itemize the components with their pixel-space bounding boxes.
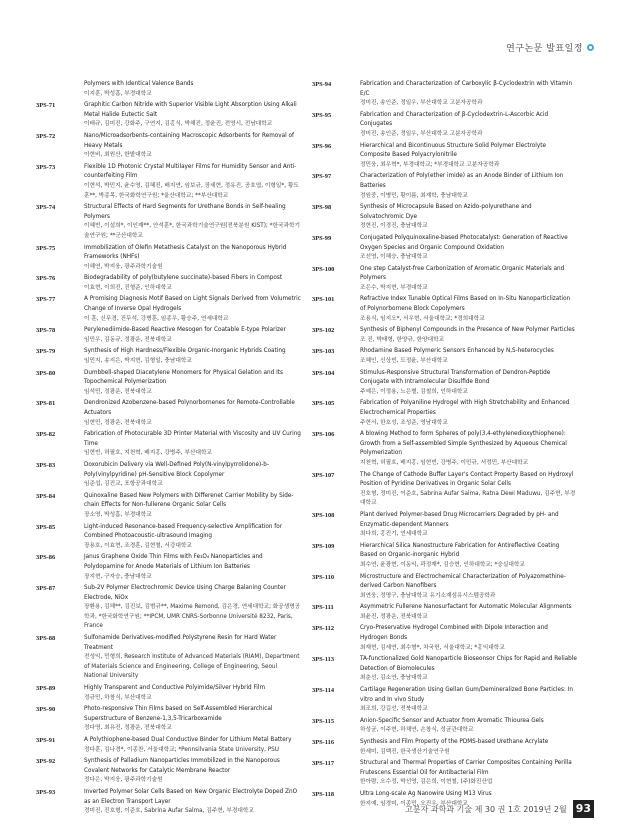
poster-body bbox=[360, 624, 577, 653]
poster-code: 3PS-114 bbox=[312, 687, 335, 695]
poster-title: Synthesis of High Hardness/Flexible Organic-Inorganic Hybrids Coating bbox=[84, 348, 286, 355]
poster-authors: 임민지, 송지은, 박지현, 김형일, 충남대학교 bbox=[84, 358, 192, 365]
poster-code: 3PS-85 bbox=[36, 523, 56, 531]
poster-body bbox=[84, 347, 301, 366]
poster-entry bbox=[312, 471, 577, 509]
poster-title: Synthesis and Film Property of the PDMS-based Urethane Acrylate bbox=[360, 739, 549, 745]
poster-entry bbox=[36, 244, 301, 273]
poster-authors: 이효현, 이희진, 진형준, 인하대학교 bbox=[84, 284, 172, 291]
poster-authors: 조선영, 이혜승, 충남대학교 bbox=[360, 254, 428, 261]
poster-authors: 정민웅, 최우혁*, 부경대학교; *부경대학교 고분자공학과 bbox=[360, 161, 500, 168]
poster-code: 3PS-74 bbox=[36, 204, 56, 212]
poster-entry bbox=[312, 203, 577, 232]
poster-title: Characterization of Poly(ether imide) as an Anode Binder of Lithium Ion Batteries bbox=[360, 173, 564, 189]
poster-body bbox=[360, 295, 577, 324]
poster-title: Fabrication of Polyaniline Hydrogel with High Stretchability and Enhanced Electrochemical Properties bbox=[360, 400, 570, 416]
section-title: 연구논문 발표일정 bbox=[506, 43, 583, 54]
poster-entry bbox=[36, 274, 301, 293]
poster-title: A Promising Diagnosis Motif Based on Light Signals Derived from Volumetric Change of Inverse Opal Hydrogels bbox=[84, 296, 301, 313]
poster-title: Hierarchical Silica Nanostructure Fabrication for Antireflective Coating Based on Organic-inorganic Hybrid bbox=[360, 542, 560, 559]
poster-code: 3PS-89 bbox=[36, 685, 56, 693]
poster-title: Nano/Microadsorbents-containing Macroscopic Adsorbents for Removal of Heavy Metals bbox=[84, 132, 294, 149]
poster-entry bbox=[312, 603, 577, 622]
poster-title: Fabrication and Characterization of β-Cyclodextrin-L-Ascorbic Acid Conjugates bbox=[360, 111, 549, 128]
poster-title: Asymmetric Fullerene Nanosurfactant for Automatic Molecular Alignments bbox=[360, 604, 572, 611]
poster-title: Photo-responsive Thin Films based on Self-Assembled Hierarchical Superstructure of Benzene-1,3,5-Tricarboxamide bbox=[84, 706, 273, 722]
poster-entry bbox=[36, 634, 301, 682]
poster-entry bbox=[36, 399, 301, 428]
poster-title: A Polythiophene-based Dual Conductive Binder for Lithium Metal Battery bbox=[84, 737, 292, 743]
poster-entry bbox=[36, 788, 301, 817]
poster-title: Inverted Polymer Solar Cells Based on New Organic Electrolyte Doped ZnO as an Electron Transport Layer bbox=[84, 788, 298, 805]
poster-entry bbox=[36, 163, 301, 201]
page-header bbox=[506, 40, 594, 54]
poster-authors: 진호형, 정미진, 이준호, Sabrina Aufar Salma, Ratna Dewi Maduwu, 김주현, 부경대학교 bbox=[360, 490, 576, 507]
poster-authors: 이혜빈, 이설희*, 이인재**, 안석훈*, 한국과학기술연구원(전북분원 KIST); *한국과학기술연구원; **군산대학교 bbox=[84, 223, 300, 239]
poster-code: 3PS-76 bbox=[36, 275, 56, 283]
poster-body bbox=[84, 634, 301, 682]
poster-entry bbox=[312, 717, 577, 736]
poster-authors: 장소영, 박성흠, 부경대학교 bbox=[84, 511, 152, 518]
poster-body bbox=[360, 573, 577, 602]
poster-authors: 정다훈, 김나경*, 이종찬, 서울대학교; *Pennsilvania State University, PSU bbox=[84, 746, 279, 753]
poster-body bbox=[84, 80, 301, 99]
poster-authors: 이현비, 최원산, 한밭대학교 bbox=[84, 152, 152, 159]
poster-body bbox=[84, 369, 301, 398]
page-number: 93 bbox=[573, 800, 594, 818]
poster-authors: 이 훈, 신무경, 진무석, 강병훈, 임종우, 황승주, 연세대학교 bbox=[84, 315, 229, 322]
poster-body bbox=[360, 234, 577, 263]
poster-authors: 임현민, 정광운, 전북대학교 bbox=[84, 419, 152, 426]
poster-authors: 최윤진, 정광운, 전북대학교 bbox=[360, 613, 428, 620]
poster-body bbox=[360, 511, 577, 540]
poster-entry bbox=[36, 369, 301, 398]
poster-body bbox=[360, 542, 577, 571]
poster-code: 3PS-110 bbox=[312, 573, 335, 581]
poster-title: The Change of Cathode Buffer Layer's Contact Property Based on Hydroxyl Position of Pyridine Derivatives in Organic Solar Cells bbox=[360, 471, 574, 488]
poster-title: Janus Graphene Oxide Thin Films with Fe₃O₄ Nanoparticles and Polydopamine for Anode Materials of Lithium Ion Batteries bbox=[84, 554, 263, 570]
poster-body bbox=[84, 101, 301, 130]
poster-entry bbox=[312, 624, 577, 653]
poster-code: 3PS-92 bbox=[36, 758, 56, 766]
poster-authors: 전성익, 민형희, Research Institute of Advanced Materials (RIAM), Department of Materials Science and Engineering, College of Engineering, Seoul National University bbox=[84, 654, 300, 680]
poster-entry bbox=[312, 369, 577, 398]
poster-authors: 최재현, 김세연, 최수형*, 차국헌, 서울대학교; *홍익대학교 bbox=[360, 644, 505, 651]
poster-body bbox=[84, 705, 301, 734]
poster-body bbox=[360, 430, 577, 468]
poster-entry bbox=[312, 738, 577, 757]
poster-body bbox=[84, 203, 301, 241]
poster-entry bbox=[36, 736, 301, 755]
poster-code: 3PS-86 bbox=[36, 554, 56, 562]
poster-authors: 임현빈, 허필호, 지천혁, 배지홍, 강병주, 부산대학교 bbox=[84, 450, 212, 457]
poster-body bbox=[360, 172, 577, 201]
poster-code: 3PS-94 bbox=[312, 81, 332, 88]
poster-code bbox=[36, 80, 84, 99]
left-column bbox=[36, 80, 301, 819]
poster-authors: 이혜연, 박지웅, 광주과학기술원 bbox=[84, 263, 163, 270]
poster-body bbox=[360, 603, 577, 622]
poster-code: 3PS-98 bbox=[312, 204, 332, 212]
poster-entry bbox=[312, 172, 577, 201]
poster-code: 3PS-81 bbox=[36, 400, 56, 408]
poster-title: Synthesis of Palladium Nanoparticles Immobilized in the Nanoporous Covalent Networks for Catalytic Membrane Reactor bbox=[84, 758, 280, 774]
poster-body bbox=[360, 111, 577, 140]
poster-authors: 조 진, 박태형, 한양규, 한양대학교 bbox=[360, 336, 445, 343]
poster-entry bbox=[36, 132, 301, 161]
poster-body bbox=[360, 717, 577, 736]
poster-authors: 정다영, 최유진, 정광운, 전북대학교 bbox=[84, 725, 172, 732]
journal-info: 고분자 과학과 기술 제 30 권 1호 2019년 2월 bbox=[405, 804, 567, 814]
poster-title: Immobilization of Olefin Metathesis Catalyst on the Nanoporous Hybrid Frameworks (NHFs) bbox=[84, 244, 287, 261]
poster-title: Doxorubicin Delivery via Well-Defined Poly(N-vinylpyrrolidone)-b-Poly(vinylpyridine) pH-Sensitive Block Copolymer bbox=[84, 461, 269, 478]
poster-entry bbox=[312, 573, 577, 602]
poster-body bbox=[84, 163, 301, 201]
right-column bbox=[312, 80, 577, 811]
poster-body bbox=[84, 523, 301, 552]
poster-code: 3PS-75 bbox=[36, 244, 56, 252]
poster-body bbox=[84, 430, 301, 459]
poster-entry bbox=[36, 523, 301, 552]
poster-body bbox=[84, 788, 301, 817]
poster-entry bbox=[312, 111, 577, 140]
poster-authors: 한지예, 임경미, 이종민, 오진우, 부산대학교 bbox=[360, 800, 468, 807]
poster-entry bbox=[36, 684, 301, 703]
poster-entry bbox=[312, 759, 577, 788]
poster-authors: 주예은, 이정용, 노은별, 김철희, 인하대학교 bbox=[360, 388, 468, 395]
poster-body bbox=[84, 295, 301, 324]
poster-authors: 지천혁, 허필호, 배지홍, 임현빈, 강병주, 이민규, 서정민, 부산대학교 bbox=[360, 459, 529, 466]
poster-code: 3PS-93 bbox=[36, 788, 56, 796]
poster-body bbox=[360, 471, 577, 509]
poster-code: 3PS-102 bbox=[312, 327, 335, 335]
poster-code: 3PS-105 bbox=[312, 400, 335, 408]
poster-entry bbox=[36, 80, 301, 99]
poster-entry bbox=[312, 347, 577, 366]
poster-body bbox=[84, 244, 301, 273]
poster-title: Synthesis of Biphenyl Compounds in the Presence of New Polymer Particles bbox=[360, 327, 575, 334]
poster-authors: 정미진, 송인준, 정일우, 부산대학교 고분자공학과 bbox=[360, 130, 483, 137]
poster-entry bbox=[312, 142, 577, 171]
poster-title: Structural Effects of Hard Segments for Urethane Bonds in Self-healing Polymers bbox=[84, 204, 286, 220]
poster-entry bbox=[312, 399, 577, 428]
poster-entry bbox=[312, 511, 577, 540]
poster-title: Rhodamine Based Polymeric Sensors Enhanced by N,S-heterocycles bbox=[360, 348, 554, 355]
poster-title: Hierarchical and Bicontinuous Structure Solid Polymer Electrolyte Composite Based Polyacrylonitrile bbox=[360, 142, 546, 159]
poster-body bbox=[360, 686, 577, 715]
poster-title: Sub-2V Polymer Electrochromic Device Using Charge Balaning Counter Electrode, NiOx bbox=[84, 585, 286, 601]
poster-entry bbox=[312, 265, 577, 294]
poster-authors: 이현석, 박민지, 윤수영, 김혜진, 배지연, 임보규, 장세현, 정유진, 공호엽, 이형일*, 황도훈**, 박종목, 한국화학연구원; *울산대학교; **부산대학교 bbox=[84, 182, 299, 199]
poster-authors: 임준섭, 김진교, 포항공과대학교 bbox=[84, 481, 163, 488]
poster-authors: 정규민, 하창식, 부산대학교 bbox=[84, 694, 152, 701]
poster-authors: 한아람, 오수정, 박선영, 김은희, 이현철, (주)화진산업 bbox=[360, 779, 493, 786]
poster-authors: 조용식, 임지오*, 서우현, 서울대학교; *경희대학교 bbox=[360, 315, 485, 322]
poster-entry bbox=[36, 295, 301, 324]
poster-title: Refractive Index Tunable Optical Films Based on In-Situ Nanoparticlization of Polynorbornene Block Copolymers bbox=[360, 296, 571, 313]
poster-code: 3PS-80 bbox=[36, 369, 56, 377]
poster-entry bbox=[312, 655, 577, 684]
poster-body bbox=[84, 461, 301, 490]
poster-code: 3PS-112 bbox=[312, 625, 335, 633]
poster-title: Plant derived Polymer-based Drug Microcarriers Degraded by pH- and Enzymatic-dependent Manners bbox=[360, 511, 559, 528]
poster-authors: 장지현, 구자승, 충남대학교 bbox=[84, 573, 152, 580]
poster-title: Sulfonamide Derivatives-modified Polystyrene Resin for Hard Water Treatment bbox=[84, 635, 277, 651]
poster-authors: 정현진, 이경진, 충남대학교 bbox=[360, 223, 428, 230]
poster-code: 3PS-109 bbox=[312, 542, 335, 550]
poster-entry bbox=[312, 430, 577, 468]
poster-body bbox=[360, 142, 577, 171]
poster-entry bbox=[36, 326, 301, 345]
poster-code: 3PS-116 bbox=[312, 739, 335, 746]
poster-entry bbox=[312, 80, 577, 109]
poster-title: Dendronized Azobenzene-based Polynorbornenes for Remote-Controllable Actuators bbox=[84, 400, 295, 416]
poster-code: 3PS-78 bbox=[36, 327, 56, 335]
poster-authors: 최조희, 강길선, 전북대학교 bbox=[360, 706, 428, 713]
poster-code: 3PS-79 bbox=[36, 348, 56, 356]
poster-body bbox=[84, 132, 301, 161]
poster-body bbox=[360, 655, 577, 684]
poster-body bbox=[84, 584, 301, 632]
poster-authors: 장환용, 김해**, 김진보, 김범규**, Maxime Remond, 김은경, 연세대학교; 화공생명공학과, *한국화학연구원; **IPCM, UMR CNRS-Sorbonne Université 8232, Paris, France bbox=[84, 604, 301, 630]
poster-code: 3PS-84 bbox=[36, 492, 56, 500]
poster-entry bbox=[36, 705, 301, 734]
poster-body bbox=[84, 326, 301, 345]
poster-title: A blowing Method to form Spheres of poly(3,4-ethylenedioxythiophene): Growth from a Self-assembled Simple Synthesized by Aqueous Chemical Polymerization bbox=[360, 431, 567, 457]
poster-title: Fabrication of Photocurable 3D Printer Material with Viscosity and UV Curing Time bbox=[84, 431, 301, 447]
poster-entry bbox=[312, 542, 577, 571]
poster-code: 3PS-82 bbox=[36, 431, 56, 439]
poster-body bbox=[84, 553, 301, 582]
poster-title: Polymers with Identical Valence Bands bbox=[84, 81, 194, 87]
poster-code: 3PS-108 bbox=[312, 511, 335, 519]
poster-code: 3PS-91 bbox=[36, 737, 56, 744]
poster-authors: 최다희, 홍진기, 연세대학교 bbox=[360, 531, 428, 538]
poster-authors: 정미진, 송인준, 정일우, 부산대학교 고분자공학과 bbox=[360, 100, 483, 107]
poster-body bbox=[360, 399, 577, 428]
poster-body bbox=[84, 274, 301, 293]
poster-title: Structural and Thermal Properties of Carrier Composites Containing Perilla Frutescens Essential Oil for Antibacterial Film bbox=[360, 760, 572, 776]
poster-title: Microstructure and Electrochemical Characterization of Polyazomethine-derived Carbon Nanofibers bbox=[360, 573, 566, 590]
poster-body bbox=[360, 326, 577, 345]
poster-authors: 최춘선, 김소연, 충남대학교 bbox=[360, 675, 428, 682]
poster-title: Cryo-Preservative Hydrogel Combined with Dipole Interaction and Hydrogen Bonds bbox=[360, 625, 548, 642]
poster-authors: 정다은, 박지웅, 광주과학기술원 bbox=[84, 777, 163, 784]
poster-body bbox=[360, 759, 577, 788]
poster-title: Anion-Specific Sensor and Actuator from Aromatic Thiourea Gels bbox=[360, 717, 544, 724]
poster-code: 3PS-118 bbox=[312, 790, 335, 798]
poster-title: Ultra Long-scale Ag Nanowire Using M13 Virus bbox=[360, 790, 492, 797]
poster-code: 3PS-72 bbox=[36, 132, 56, 140]
poster-body bbox=[84, 757, 301, 786]
poster-title: Graphitic Carbon Nitride with Superior Visible Light Absorption Using Alkali Metal Halide Eutectic Salt bbox=[84, 102, 297, 118]
poster-code: 3PS-88 bbox=[36, 635, 56, 643]
poster-title: Flexible 1D Photonic Crystal Multilayer Films for Humidity Sensor and Anti-counterfeiting Film bbox=[84, 163, 297, 180]
poster-authors: 정미진, 진호형, 이준호, Sabrina Aufar Salma, 김주현, 부경대학교 bbox=[84, 808, 254, 815]
poster-title: Light-induced Resonance-based Frequency-selective Amplification for Combined Photoacoustic-ultrasound Imaging bbox=[84, 523, 283, 540]
poster-entry bbox=[36, 757, 301, 786]
poster-entry bbox=[312, 234, 577, 263]
poster-title: Fabrication and Characterization of Carboxylic β-Cyclodextrin with Vitamin E/C bbox=[360, 81, 573, 97]
poster-code: 3PS-104 bbox=[312, 369, 335, 377]
poster-authors: 주현서, 한호성, 조성준, 영남대학교 bbox=[360, 419, 448, 426]
poster-title: Biodegradability of poly(butylene succinate)-based Fibers in Compost bbox=[84, 275, 283, 282]
poster-authors: 하성균, 이주현, 하채연, 손창식, 성균관대학교 bbox=[360, 727, 474, 734]
poster-code: 3PS-96 bbox=[312, 142, 332, 150]
poster-entry bbox=[36, 553, 301, 582]
poster-authors: 임민우, 김동규, 정광운, 전북대학교 bbox=[84, 336, 172, 343]
poster-authors: 조은수, 박지현, 부경대학교 bbox=[360, 284, 428, 291]
poster-code: 3PS-106 bbox=[312, 431, 335, 439]
poster-code: 3PS-113 bbox=[312, 656, 335, 664]
poster-title: Highly Transparent and Conductive Polyimide/Silver Hybrid Film bbox=[84, 685, 265, 692]
poster-body bbox=[360, 203, 577, 232]
poster-code: 3PS-71 bbox=[36, 102, 56, 110]
poster-title: Perylenediimide-Based Reactive Mesogen for Coatable E-type Polarizer bbox=[84, 327, 286, 334]
poster-body bbox=[360, 265, 577, 294]
circle-bullet-icon bbox=[587, 44, 594, 51]
poster-entry bbox=[36, 430, 301, 459]
poster-code: 3PS-97 bbox=[312, 173, 332, 181]
poster-code: 3PS-77 bbox=[36, 296, 56, 304]
poster-entry bbox=[36, 492, 301, 521]
poster-authors: 조혜인, 신상빈, 도정윤, 부산대학교 bbox=[360, 358, 448, 365]
poster-title: Conjugated Polyquinoxaline-based Photocatalyst: Generation of Reactive Oxygen Species and Organic Compound Oxidation bbox=[360, 234, 568, 251]
poster-code: 3PS-115 bbox=[312, 717, 335, 725]
poster-code: 3PS-83 bbox=[36, 461, 56, 469]
poster-authors: 이태규, 김미진, 강화주, 구연지, 김홍식, 박해진, 정윤진, 전영시, 전남대학교 bbox=[84, 121, 273, 128]
poster-body bbox=[360, 369, 577, 398]
poster-title: Quinoxaline Based New Polymers with Differenet Carrier Mobility by Side-chain Effects for Non-fullerene Organic Solar Cells bbox=[84, 492, 294, 509]
poster-body bbox=[360, 80, 577, 109]
poster-authors: 장용호, 이효현, 조경훈, 김현철, 서강대학교 bbox=[84, 542, 192, 549]
poster-entry bbox=[36, 347, 301, 366]
poster-title: Dumbbell-shaped Diacetylene Monomers for Physical Gelation and Its Topochemical Polymerization bbox=[84, 369, 283, 386]
poster-authors: 한세미, 김백진, 한국생산기술연구원 bbox=[360, 748, 450, 755]
poster-title: Stimulus-Responsive Structural Transformation of Dendron-Peptide Conjugate with Intramolecular Disulfide Bond bbox=[360, 369, 551, 386]
poster-entry bbox=[36, 101, 301, 130]
poster-authors: 이지훈, 박성흠, 부경대학교 bbox=[84, 90, 152, 97]
poster-code: 3PS-90 bbox=[36, 706, 56, 714]
poster-body bbox=[84, 684, 301, 703]
poster-entry bbox=[312, 295, 577, 324]
poster-entry bbox=[36, 461, 301, 490]
poster-body bbox=[360, 738, 577, 757]
poster-body bbox=[84, 736, 301, 755]
poster-code: 3PS-99 bbox=[312, 234, 332, 242]
poster-code: 3PS-101 bbox=[312, 296, 335, 304]
poster-entry bbox=[36, 203, 301, 241]
poster-body bbox=[84, 492, 301, 521]
poster-body bbox=[84, 399, 301, 428]
poster-code: 3PS-111 bbox=[312, 604, 334, 612]
poster-authors: 임석민, 정광운, 전북대학교 bbox=[84, 388, 152, 395]
poster-entry bbox=[312, 326, 577, 345]
poster-code: 3PS-100 bbox=[312, 265, 335, 273]
poster-title: Synthesis of Microcapsule Based on Azido-polyurethane and Solvatochromic Dye bbox=[360, 204, 532, 220]
poster-code: 3PS-103 bbox=[312, 348, 335, 356]
poster-entry bbox=[312, 686, 577, 715]
poster-code: 3PS-73 bbox=[36, 163, 56, 171]
poster-title: Cartilage Regeneration Using Gellan Gum/Demineralized Bone Particles: In vitro and In vivo Study bbox=[360, 687, 573, 703]
poster-authors: 최수연, 윤광현, 이동익, 곽정재*, 김승현, 인하대학교; *숭실대학교 bbox=[360, 561, 525, 568]
poster-code: 3PS-107 bbox=[312, 471, 335, 479]
poster-authors: 최연웅, 정명구, 충남대학교 유기소재섬유시스템공학과 bbox=[360, 592, 496, 599]
poster-entry bbox=[36, 584, 301, 632]
poster-authors: 정원중, 이병민, 황이름, 최재학, 충남대학교 bbox=[360, 192, 468, 199]
poster-code: 3PS-117 bbox=[312, 760, 335, 768]
poster-title: TA-functionalized Gold Nanoparticle Bioseonsor Chips for Rapid and Reliable Detection of Biomolecules bbox=[360, 656, 577, 672]
poster-code: 3PS-87 bbox=[36, 585, 56, 593]
poster-title: One step Catalyst-free Carbonization of Aromatic Organic Materials and Polymers bbox=[360, 265, 565, 282]
page-footer bbox=[405, 800, 594, 818]
poster-code: 3PS-95 bbox=[312, 111, 332, 119]
poster-body bbox=[360, 347, 577, 366]
